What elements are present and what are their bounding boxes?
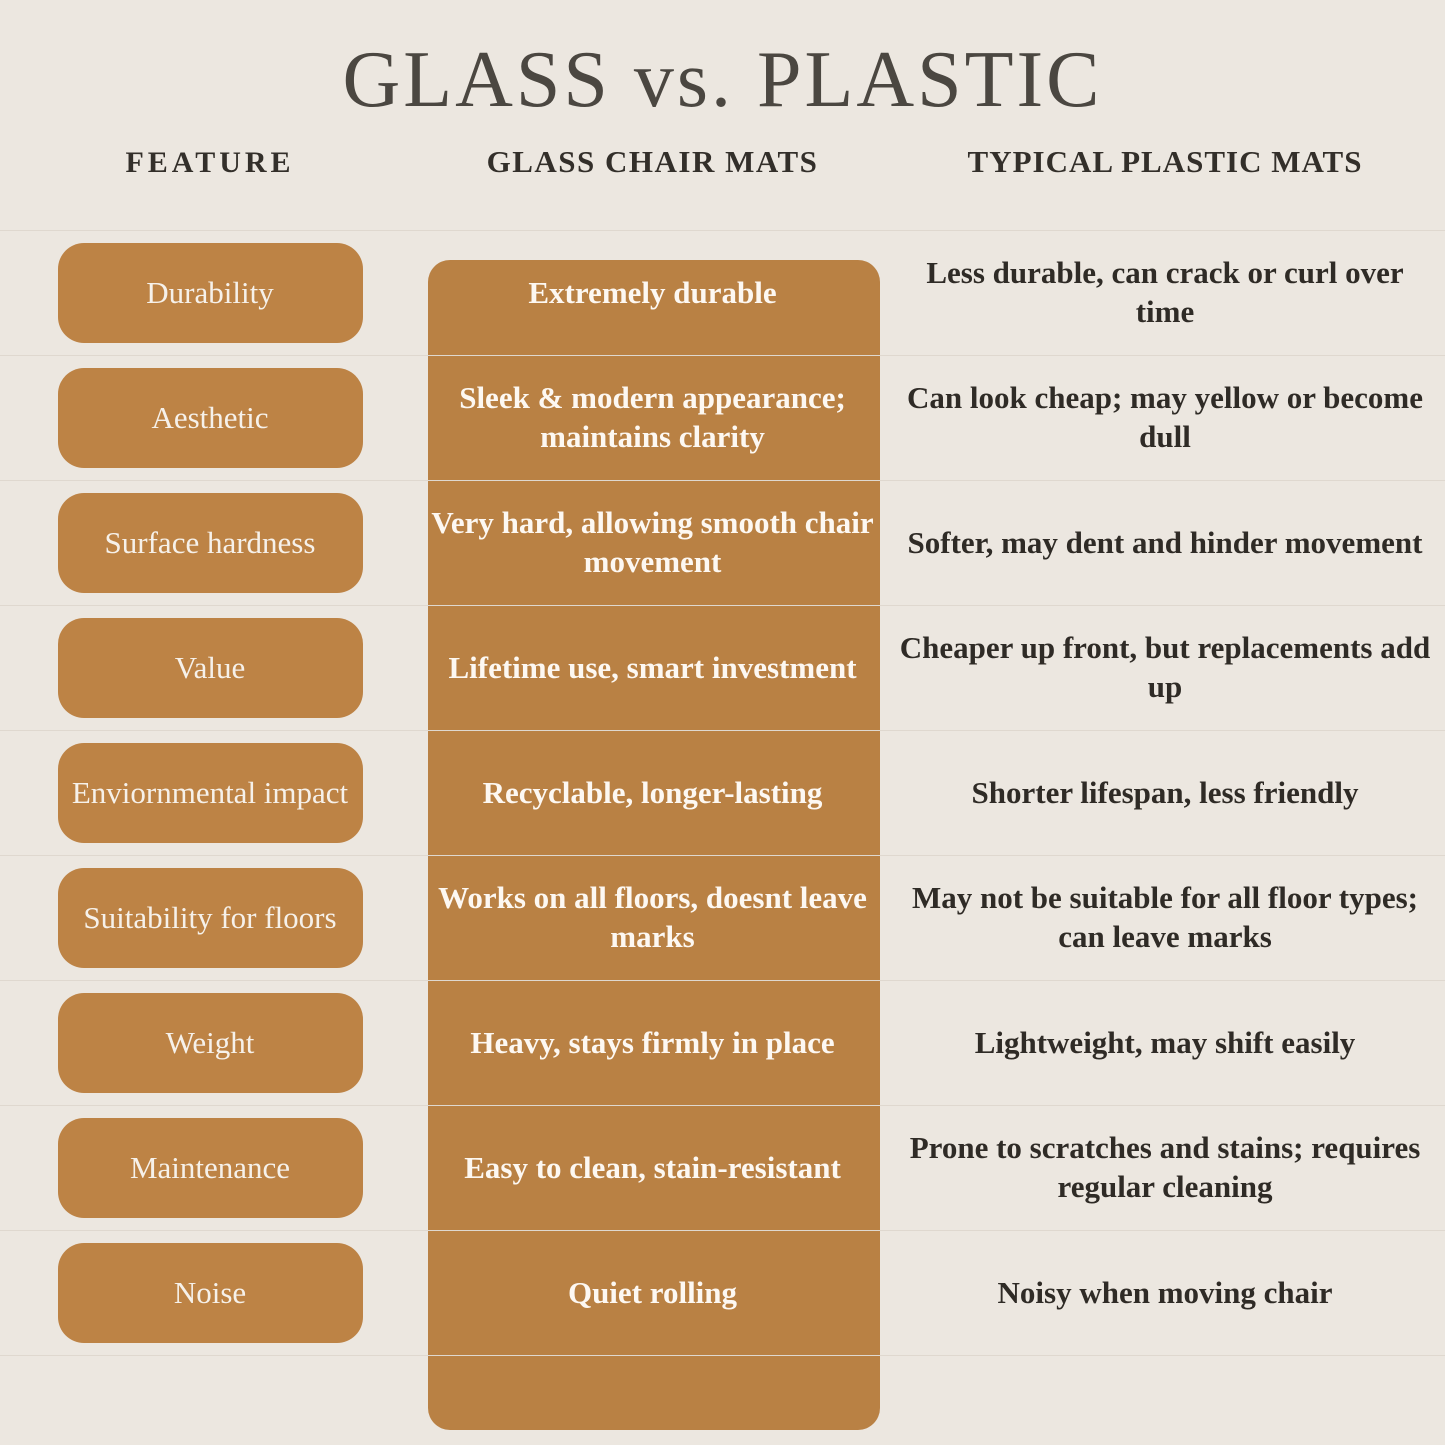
feature-cell [0, 485, 420, 601]
comparison-table [0, 230, 1445, 1356]
feature-pill: Aesthetic [58, 368, 363, 468]
feature-cell [0, 735, 420, 851]
feature-cell [0, 610, 420, 726]
feature-pill: Value [58, 618, 363, 718]
table-row [0, 605, 1445, 730]
feature-pill: Maintenance [58, 1118, 363, 1218]
table-row [0, 1230, 1445, 1356]
feature-cell [0, 985, 420, 1101]
plastic-cell: Softer, may dent and hinder movement [907, 524, 1423, 560]
column-header-feature: FEATURE [125, 146, 295, 179]
table-row [0, 980, 1445, 1105]
table-row [0, 355, 1445, 480]
glass-cell: Lifetime use, smart investment [448, 649, 857, 685]
plastic-cell: May not be suitable for all floor types; can leave marks [911, 880, 1419, 954]
glass-cell: Heavy, stays firmly in place [470, 1024, 835, 1060]
feature-cell [0, 360, 420, 476]
feature-pill: Weight [58, 993, 363, 1093]
plastic-cell: Noisy when moving chair [997, 1274, 1333, 1310]
feature-pill: Noise [58, 1243, 363, 1343]
table-row [0, 1105, 1445, 1230]
glass-cell: Very hard, allowing smooth chair movement [431, 505, 874, 579]
glass-cell: Sleek & modern appearance; maintains clarity [459, 380, 846, 454]
feature-pill: Surface hardness [58, 493, 363, 593]
glass-cell: Extremely durable [528, 274, 777, 310]
column-headers [0, 144, 1445, 180]
plastic-cell: Cheaper up front, but replacements add up [899, 630, 1431, 704]
feature-pill: Enviornmental impact [58, 743, 363, 843]
column-header-glass: GLASS CHAIR MATS [486, 144, 819, 179]
glass-cell: Works on all floors, doesnt leave marks [438, 880, 867, 954]
column-header-plastic: TYPICAL PLASTIC MATS [967, 144, 1363, 179]
page-title: GLASS vs. PLASTIC [342, 36, 1103, 124]
table-row [0, 855, 1445, 980]
feature-cell [0, 860, 420, 976]
glass-cell: Recyclable, longer-lasting [482, 774, 823, 810]
plastic-cell: Can look cheap; may yellow or become dull [906, 380, 1424, 454]
table-row [0, 480, 1445, 605]
table-row [0, 230, 1445, 355]
feature-cell [0, 1235, 420, 1351]
glass-cell: Easy to clean, stain-resistant [464, 1149, 841, 1185]
plastic-cell: Less durable, can crack or curl over time [926, 255, 1404, 329]
feature-cell [0, 235, 420, 351]
glass-cell: Quiet rolling [567, 1274, 738, 1310]
plastic-cell: Prone to scratches and stains; requires regular cleaning [909, 1130, 1421, 1204]
feature-pill: Suitability for floors [58, 868, 363, 968]
feature-cell [0, 1110, 420, 1226]
feature-pill: Durability [58, 243, 363, 343]
table-row [0, 730, 1445, 855]
plastic-cell: Shorter lifespan, less friendly [971, 774, 1359, 810]
plastic-cell: Lightweight, may shift easily [974, 1024, 1356, 1060]
